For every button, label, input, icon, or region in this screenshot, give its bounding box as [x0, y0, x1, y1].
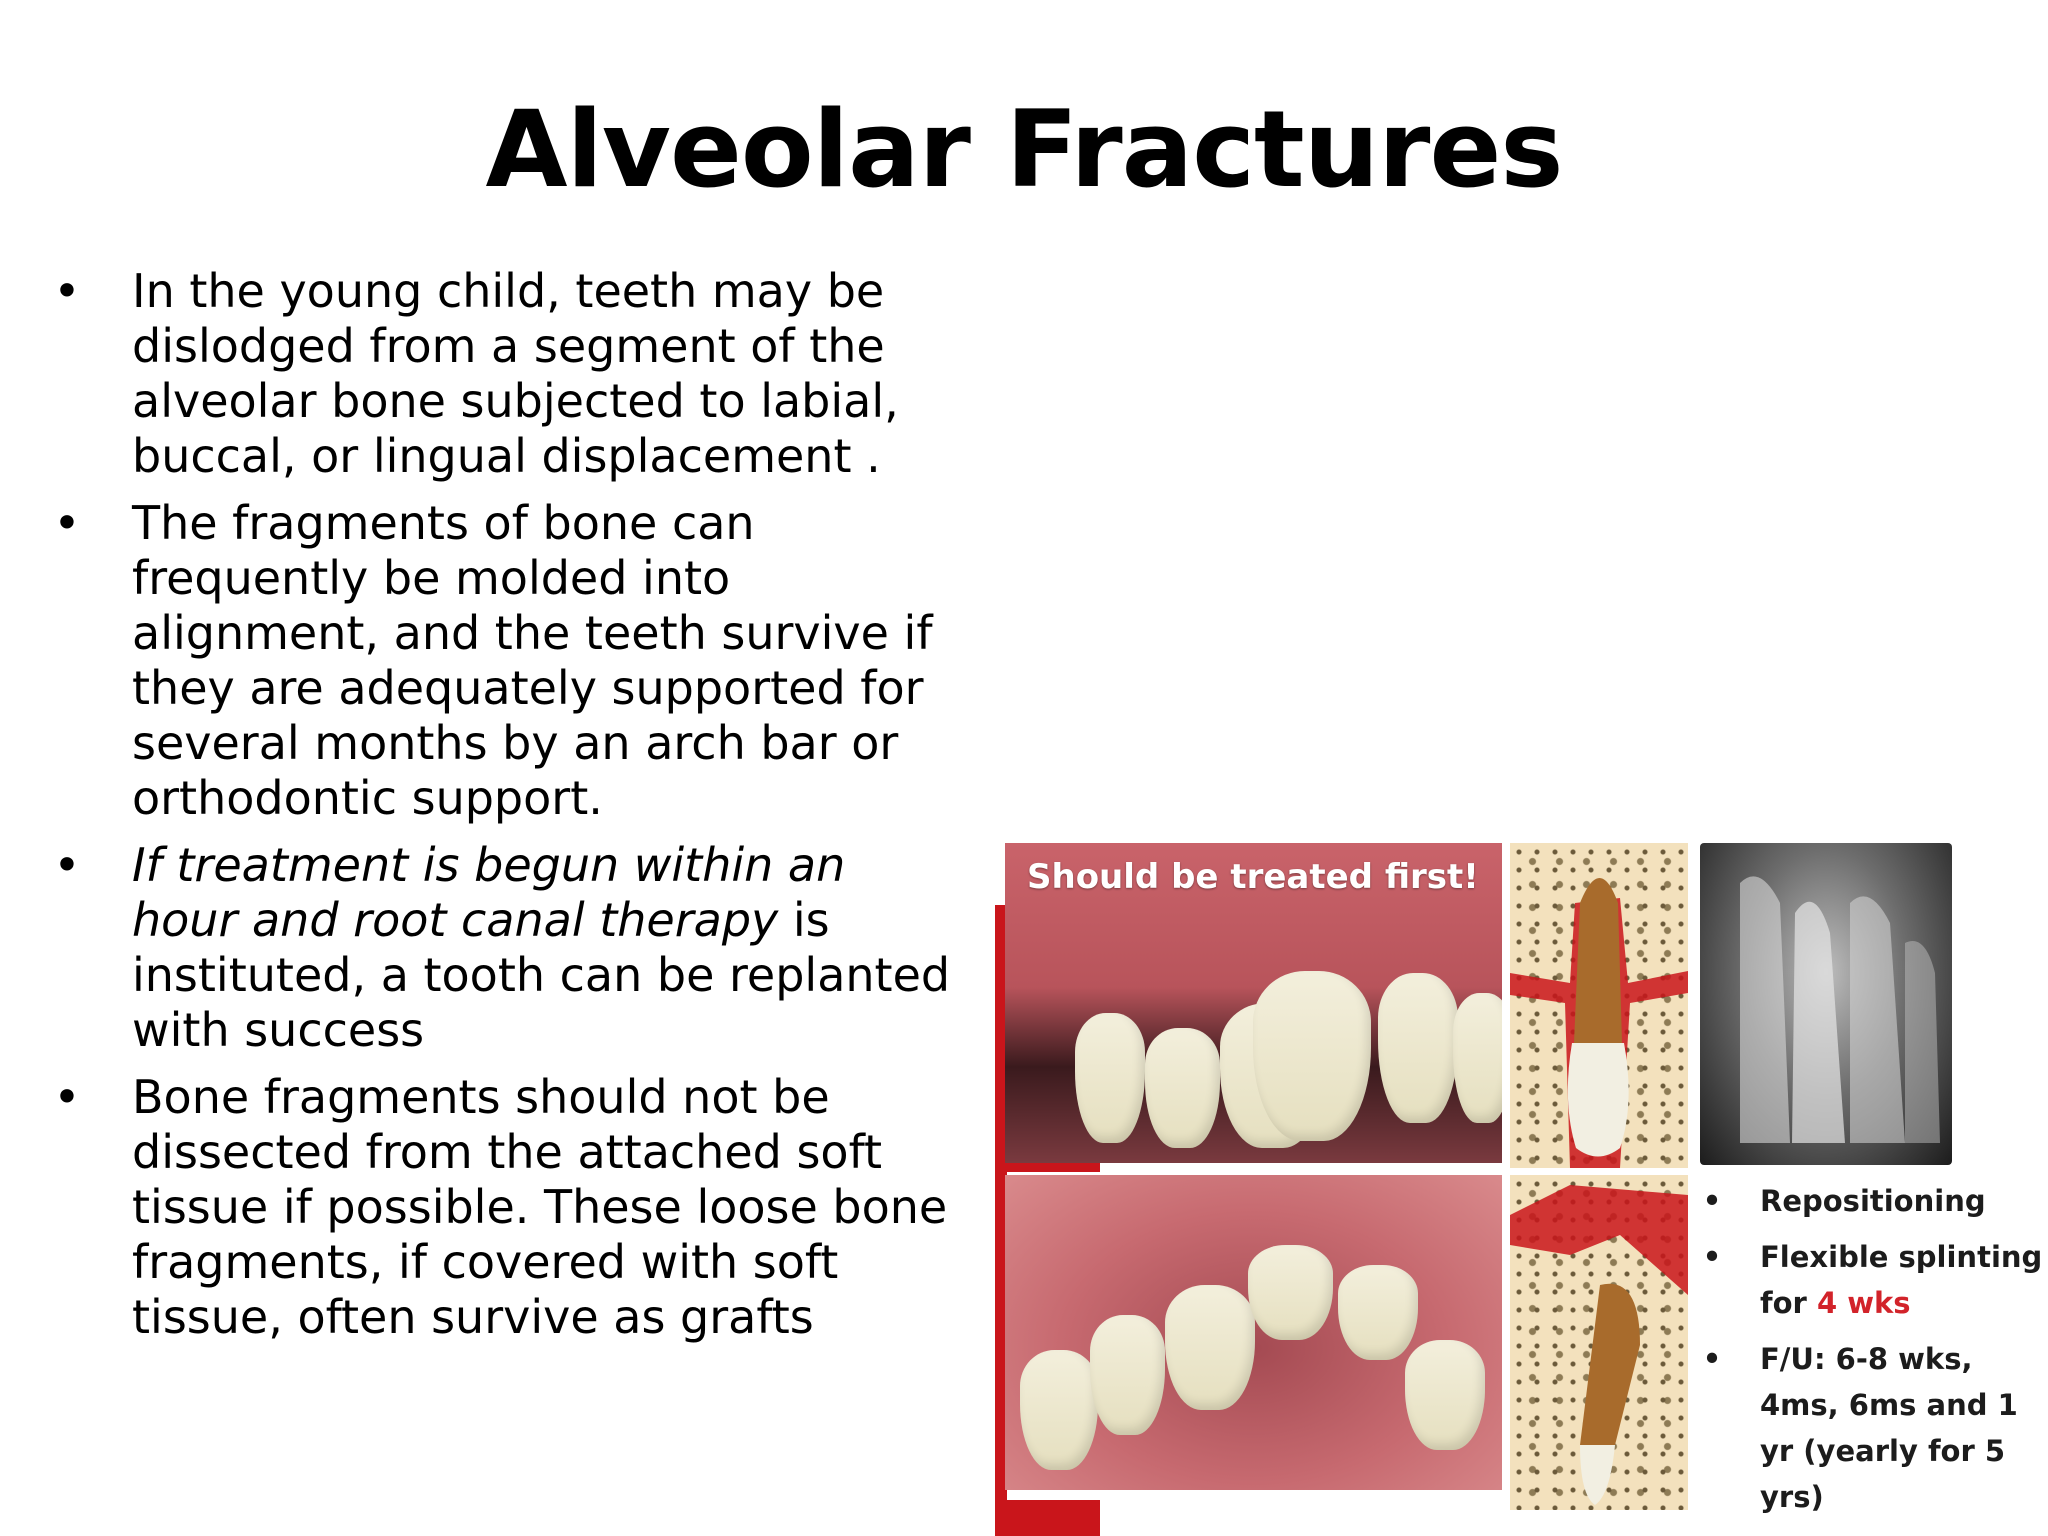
bullet-list: [52, 264, 952, 1357]
treatment-list: [1700, 1178, 2048, 1530]
photo-caption: Should be treated first!: [1027, 857, 1479, 897]
bullet-text: is instituted, a tooth can be replanted with success: [132, 893, 951, 1057]
tooth-shape: [1453, 993, 1502, 1123]
accent-bar-mid: [995, 1162, 1100, 1172]
treatment-text: F/U: 6-8 wks, 4ms, 6ms and 1 yr (yearly for 5 yrs): [1760, 1342, 2018, 1514]
tooth-diagram-illustration: [1510, 843, 1688, 1168]
bullet-marker: •: [1702, 1342, 1722, 1376]
bullet-text: The fragments of bone can frequently be molded into alignment, and the teeth survive if they are adequately supported for several months by an arch bar or orthodontic support.: [132, 496, 933, 825]
treatment-item: [1700, 1234, 2048, 1326]
tooth-shape: [1248, 1245, 1333, 1340]
bullet-item: [52, 1070, 952, 1345]
bullet-item: [52, 838, 952, 1058]
treatment-highlight: 4 wks: [1816, 1286, 1911, 1320]
accent-bar-bottom: [995, 1500, 1100, 1536]
treatment-text: Repositioning: [1760, 1184, 1986, 1218]
tooth-shape: [1378, 973, 1458, 1123]
bullet-marker: •: [53, 1070, 81, 1124]
tooth-shape: [1090, 1315, 1165, 1435]
clinical-photo-upper: [1005, 843, 1502, 1163]
tooth-shape: [1253, 971, 1371, 1141]
bullet-marker: •: [1702, 1240, 1722, 1274]
tooth-shape: [1145, 1028, 1220, 1148]
clinical-photo-lower: [1005, 1175, 1502, 1490]
treatment-item: [1700, 1178, 2048, 1224]
bullet-marker: •: [1702, 1184, 1722, 1218]
bullet-marker: •: [53, 496, 81, 550]
bullet-marker: •: [53, 264, 81, 318]
bullet-text: In the young child, teeth may be dislodged from a segment of the alveolar bone subjected to labial, buccal, or lingual displacement .: [132, 264, 899, 483]
bullet-italic-text: If treatment is begun within an hour and root canal therapy: [132, 838, 846, 947]
treatment-text: Flexible splinting for: [1760, 1240, 2043, 1320]
tooth-diagram-upper: [1510, 843, 1688, 1168]
tooth-shape: [1165, 1285, 1255, 1410]
tooth-shape: [1020, 1350, 1098, 1470]
tooth-shape: [1338, 1265, 1418, 1360]
xray-image: [1700, 843, 1952, 1165]
tooth-diagram-illustration: [1510, 1175, 1688, 1510]
treatment-item: [1700, 1336, 2048, 1520]
xray-illustration: [1700, 843, 1952, 1165]
slide-title: Alveolar Fractures: [485, 88, 1563, 211]
bullet-marker: •: [53, 838, 81, 892]
bullet-text: Bone fragments should not be dissected from the attached soft tissue if possible. These loose bone fragments, if covered with soft tissue, often survive as grafts: [132, 1070, 948, 1344]
tooth-shape: [1075, 1013, 1145, 1143]
bullet-item: [52, 496, 952, 826]
tooth-diagram-lower: [1510, 1175, 1688, 1510]
bullet-item: [52, 264, 952, 484]
tooth-shape: [1405, 1340, 1485, 1450]
